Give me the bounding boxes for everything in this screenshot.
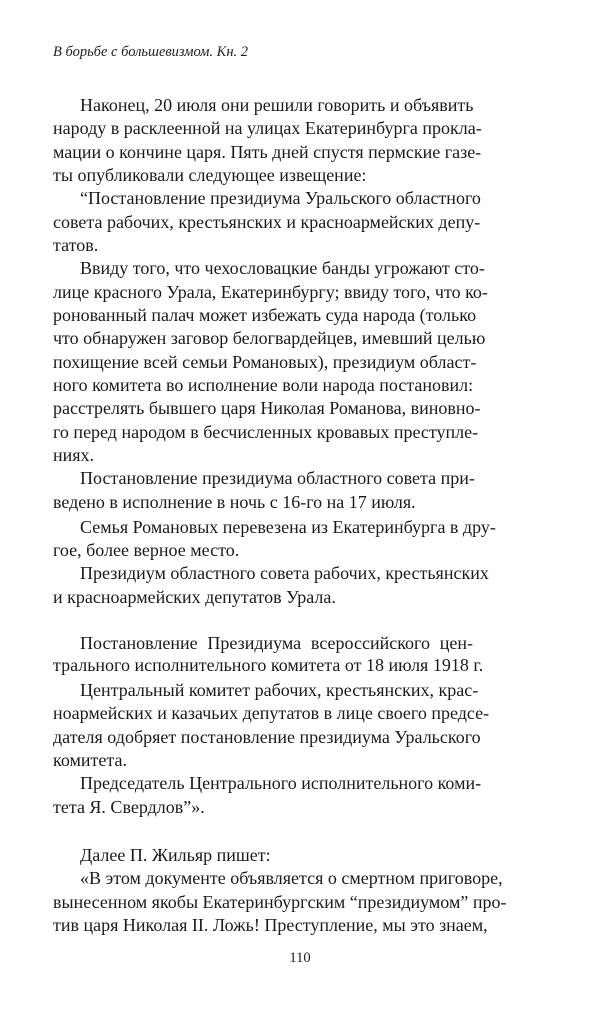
text-line: Председатель Центрального исполнительного коми- [80, 773, 482, 793]
text-line: что обнаружен заговор белогвардейцев, имевший целью [53, 328, 486, 348]
text-line: Президиум областного совета рабочих, крестьянских [80, 563, 489, 583]
text-line: мации о кончине царя. Пять дней спустя пермские газе- [53, 142, 482, 162]
text-line: Далее П. Жильяр пишет: [80, 845, 271, 865]
text-line: гое, более верное место. [53, 540, 240, 560]
text-line: ты опубликовали следующее извещение: [53, 165, 367, 185]
text-line: Центральный комитет рабочих, крестьянских, крас- [80, 680, 479, 700]
text-line: тив царя Николая II. Ложь! Преступление, мы это знаем, [53, 915, 488, 935]
text-line: го перед народом в бесчисленных кровавых преступле- [53, 422, 479, 442]
text-line: дателя одобряет постановление президиума Уральского [53, 727, 481, 747]
page-number: 110 [289, 950, 311, 966]
text-line: лице красного Урала, Екатеринбургу; ввиду того, что ко- [53, 282, 488, 302]
text-line: “Постановление президиума Уральского областного [80, 188, 481, 208]
text-line: «В этом документе объявляется о смертном приговоре, [80, 868, 503, 888]
text-line: комитета. [53, 750, 127, 770]
text-line: трального исполнительного комитета от 18 июля 1918 г. [53, 655, 484, 675]
text-line: похищение всей семьи Романовых), президиум област- [53, 352, 477, 372]
text-line: татов. [53, 235, 99, 255]
text-line: ниях. [53, 445, 95, 465]
running-head: В борьбе с большевизмом. Кн. 2 [53, 44, 249, 60]
text-line: тета Я. Свердлов”». [53, 797, 205, 817]
text-line: расстрелять бывшего царя Николая Романова, виновно- [53, 398, 481, 418]
text-line: Семья Романовых перевезена из Екатеринбурга в дру- [80, 517, 496, 537]
text-line: Наконец, 20 июля они решили говорить и объявить [80, 95, 474, 115]
text-line: ведено в исполнение в ночь с 16-го на 17 июля. [53, 492, 416, 512]
text-line: и красноармейских депутатов Урала. [53, 587, 336, 607]
text-line: Постановление президиума областного совета при- [80, 468, 475, 488]
text-line: Постановление Президиума всероссийского цен- [80, 633, 473, 653]
text-line: ноармейских и казачьих депутатов в лице своего предсе- [53, 703, 490, 723]
text-line: народу в расклеенной на улицах Екатеринбурга прокла- [53, 118, 482, 138]
text-line: совета рабочих, крестьянских и красноармейских депу- [53, 212, 481, 232]
text-line: ного комитета во исполнение воли народа постановил: [53, 375, 474, 395]
text-line: Ввиду того, что чехословацкие банды угрожают сто- [80, 258, 485, 278]
text-line: вынесенном якобы Екатеринбургским “президиумом” про- [53, 892, 507, 912]
text-line: ронованный палач может избежать суда народа (только [53, 305, 477, 325]
